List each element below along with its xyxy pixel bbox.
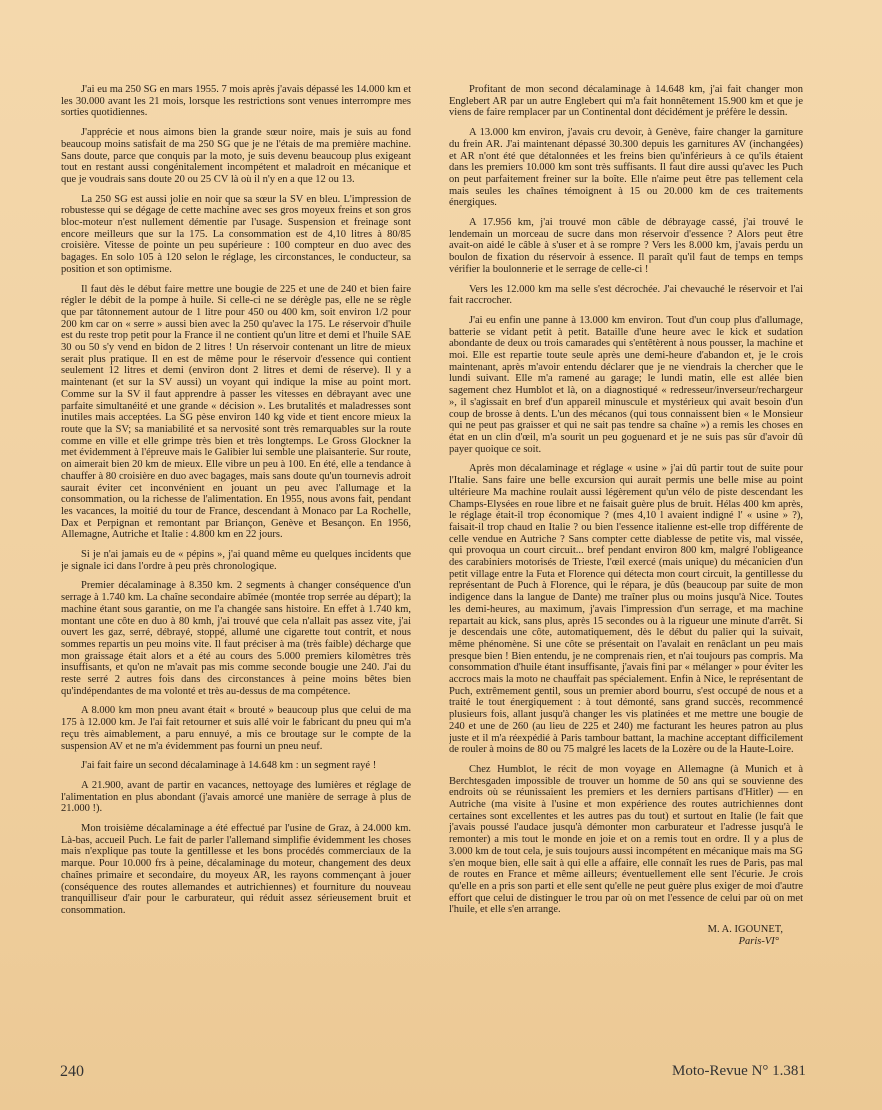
magazine-issue: Moto-Revue N° 1.381 (672, 1063, 806, 1079)
paragraph: Vers les 12.000 km ma selle s'est décrochée. J'ai chevauché le réservoir et l'ai fait raccrocher. (449, 283, 803, 307)
paragraph: La 250 SG est aussi jolie en noir que sa sœur la SV en bleu. L'impression de robustesse qui se dégage de cette machine avec ses gros moyeux freins et son gros bloc-moteur n'est nullement démentie par l'usage. Suspension et freinage sont encore meilleurs que sur la 175. La consommation est de 4,10 litres à 80/85 croisière. Vitesse de pointe un peu supérieure : 100 compteur en duo avec des bagages. En solo 105 à 120 selon le réglage, les circonstances, le conducteur, sa position et son optimisme. (61, 193, 411, 275)
paragraph: J'ai fait faire un second décalaminage à 14.648 km : un segment rayé ! (81, 760, 377, 772)
right-column (449, 84, 803, 1059)
paragraph: J'ai eu enfin une panne à 13.000 km environ. Tout d'un coup plus d'allumage, batterie se vidant petit à petit. Bataille d'une heure avec le kick et sudation abondante de deux ou trois camarades qui s'entêtèrent à nous pousser, la machine et moi. Elle est repartie toute seule après une demi-heure d'abandon et, je le crois maintenant, après m'avoir entendu déclarer que je ne viendrais la chercher que le lundi suivant. Elle m'a ramené au garage; le lundi matin, elle est allée bien sagement chez Humblot et là, on a diagnostiqué « redresseur/inverseur/rechargeur », il s'agissait en bref d'un appareil minuscule et mystérieux qui avait besoin d'un coup de brosse à dents. L'un des mécanos (qui tous connaissent bien « le Monsieur qui ne peut pas graisser et qui ne sait pas tendre sa chaîne ») a remis les choses en état en un clin d'œil, m'a sourit un peu goguenard et je ne suis pas sûr d'avoir dû payer quoique ce soit. (449, 314, 803, 455)
paragraph: Après mon décalaminage et réglage « usine » j'ai dû partir tout de suite pour l'Italie. Sans faire une belle excursion qui aurait permis une belle mise au point ultérieure Ma machine roulait aussi légèrement qu'un vélo de piste descendant les Champs-Elysées en roue libre et ne faisait guère plus de bruit. Hélas 400 km après, le réglage était-il trop économique ? (mes 4,10 l avaient indigné l' « usine » ?), faisait-il trop chaud en Italie ? ou bien l'essence italienne est-elle trop différente de celle vendue en Autriche ? Sans compter cette diablesse de petite vis, mal vissée, qui provoqua un court circuit... bref pendant environ 800 km, malgré l'obligeance des carabiniers motorisés de Trieste, l'œil exercé (mais unique) du mécanicien d'un petit village entre la Futa et Florence qui détecta mon court circuit, la gentillesse du représentant de Puch à Florence, qui le répara, je dûs (beaucoup par suite de mon indigence dans la langue de Dante) me traîner plus ou moins jusqu'à Nice. Toutes les demi-heures, au maximum, j'avais l'impression d'un serrage, et ma machine repartait au kick, sans plus, après 15 secondes ou à la rigueur une minute d'arrêt. Si je descendais une côte, automatiquement, dès le début du palier qui la suivait, même phénomène. Si une côte se présentait on l'avalait en renâclant un peu mais presque bien ! Bien entendu, je ne comprenais rien, et n'ai toujours pas compris. Ma consommation d'huile étant insuffisante, j'avais fini par « mélanger » pour éviter les accrocs mais la moto ne chauffait pas spécialement. Enfin à Nice, le représentant de Puch, extrêmement gentil, sous un premier abord bourru, s'est occupé de nous et a traité le tout énergiquement : à tout démonté, sans grand succès, recommencé plusieurs fois, allant jusqu'à changer les vis platinées et me mettre une bougie de 240 et une de 260 (au lieu de 225 et 240) me facturant les heures patron au plus juste et il m'a réexpédié à Paris tambour battant, la machine acceptant difficilement de rouler à moins de 80 ou 75 malgré les lacets de la Lozère ou de la Haute-Loire. (449, 463, 803, 756)
paragraph: A 13.000 km environ, j'avais cru devoir, à Genève, faire changer la garniture du frein AR. J'ai maintenant dépassé 30.300 depuis les garnitures AV (inchangées) et AR n'ont été que détalonnées et les freins bien qu'inférieurs à ce qu'ils étaient dans les premiers 10.000 km sont très suffisants. Il faut dire aussi qu'avec les Puch on peut parfaitement freiner sur la boîte. Elle n'aime peut être pas tellement cela mais seules les chaînes témoignent à 15 ou 20.000 km de ces traitements énergiques. (449, 127, 803, 209)
paragraph: Il faut dès le début faire mettre une bougie de 225 et une de 240 et bien faire régler le débit de la pompe à huile. Si celle-ci ne se dérègle pas, elle ne se règle que par tâtonnement autour de 1 litre pour 450 ou 400 km, soit environ 1/2 pour 200 km car on « serre » aussi bien avec la 250 qu'avec la 175. Le réservoir d'huile est du reste trop petit pour la France il ne contient qu'un litre et demi et l'huile SAE 30 ou 50 s'y vend en bidon de 2 litres ! Un réservoir contenant un litre de mieux serait plus pratique. Il en est de même pour le réservoir d'essence qui contient seulement 12 litres et demi (environ dont 2 litres et demi de réserve). Il y a maintenant (et sur la SV aussi) un voyant qui indique la mise au point mort. Comme sur la SV il faut apprendre à passer les vitesses en débrayant avec une parfaite simultanéité et une grande « décision ». Les brutalités et maladresses sont inutiles mais acceptées. La SG pèse environ 140 kg vide et tient encore mieux la route que la SV; sa maniabilité et sa nervosité sont très remarquables sur la route comme en ville et elle grimpe très bien et très longtemps. Le Gross Glockner la met évidemment à l'épreuve mais le Galibier lui semble une plaisanterie. Sur route, on aimerait bien 20 km de mieux. Elle vibre un peu à 100. En été, elle a tendance à chauffer à 80 croisière en duo avec bagages, mais sans doute qu'un tournevis adroit saurait éviter cet inconvénient en jouant un peu avec l'allumage et la consommation, ou la richesse de l'alimentation. En 1955, nous avons fait, pendant les vacances, la moitié du tour de France, descendant à Monaco par La Rochelle, Dax et Perpignan et remontant par Briançon, Genève et Besançon. En 1956, Allemagne, Autriche et Italie : 4.800 km en 22 jours. (61, 283, 411, 541)
paragraph: J'ai eu ma 250 SG en mars 1955. 7 mois après j'avais dépassé les 14.000 km et les 30.000 avant les 21 mois, lorsque les restrictions sont venues interrompre mes sorties quotidiennes. (61, 84, 411, 119)
author-city: Paris-VI° (738, 935, 779, 947)
paragraph: Si je n'ai jamais eu de « pépins », j'ai quand même eu quelques incidents que je signale ici dans l'ordre à peu près chronologique. (61, 549, 411, 572)
paragraph: A 8.000 km mon pneu avant était « brouté » beaucoup plus que celui de ma 175 à 12.000 km. Je l'ai fait retourner et suis allé voir le fabricant du pneu qui m'a reçu très aimablement, a paru ennuyé, a mis ce broutage sur le compte de la suspension AV et ne m'a évidemment pas fourni un pneu neuf. (61, 705, 411, 752)
paragraph: Mon troisième décalaminage a été effectué par l'usine de Graz, à 24.000 km. Là-bas, accueil Puch. Le fait de parler l'allemand simplifie évidemment les choses mais n'explique pas toute la gentillesse et les bons procédés commerciaux de la marque. Pour 10.000 frs à peine, décalaminage du moteur, changement des deux chaînes primaire et secondaire, du moyeux AR, les rayons commençant à jouer (conséquence des routes allemandes et autrichiennes) et fourniture du nouveau tranquilliseur d'air pour le carburateur, qui réduit assez sérieusement bruit et consommation. (61, 823, 411, 916)
left-column (61, 84, 411, 1059)
paragraph: J'apprécie et nous aimons bien la grande sœur noire, mais je suis au fond beaucoup moins satisfait de ma 250 SG que je ne l'étais de ma première machine. Sans doute, parce que conquis par la moto, je suis devenu beaucoup plus exigeant tout en restant aussi congénitalement incompétent et maladroit en mécanique et que je voudrais sans doute 20 ou 25 CV là où il n'y en a que 12 ou 13. (61, 127, 411, 185)
paragraph: Premier décalaminage à 8.350 km. 2 segments à changer conséquence d'un serrage à 1.740 km. La chaîne secondaire abîmée (montée trop serrée au départ); la machine étant sous garantie, on me l'a changée sans histoire. En effet à 1.740 km, montant une côte en duo à 80 kmh, j'ai trouvé que cela n'allait pas assez vite, j'ai ouvert les gaz, serré, débrayé, stoppé, allumé une cigarette tout contrit, et nous sommes repartis un peu moins vite. Il faut préciser à ma (très faible) décharge que mon graissage était alors et a été au cours des 5.000 premiers kilomètres très insuffisants, et qu'on ne m'avait pas mis comme seconde bougie une 240. J'ai du reste serré 2 autres fois dans des circonstances à peine moins bêtes bien qu'indépendantes de ma volonté et très au-dessus de ma compétence. (61, 580, 411, 697)
page-number: 240 (60, 1063, 84, 1080)
author-signature (449, 924, 803, 947)
paragraph: Chez Humblot, le récit de mon voyage en Allemagne (à Munich et à Berchtesgaden impossible de trouver un homme de 50 ans qui se souvienne des endroits où se réunissaient les premiers et les derniers partisans d'Hitler) — en Autriche (ma visite à l'usine et mon expérience des routes autrichiennes dont certaines sont excellentes et les autres pas du tout) et surtout en Italie (le fait que j'avais poussé l'audace jusqu'à démonter mon carburateur et l'adresse jusqu'à le remonter) a mis tout le monde en joie et on a remis tout en ordre. Il y a plus de 3.000 km de tout cela, je suis toujours aussi incompétent en mécanique mais ma SG s'en moque bien, elle sait à qui elle a affaire, elle connaît les rues de Paris, pas mal de routes en France et même ailleurs; éventuellement elle sent l'écurie. Je crois qu'elle en a pris son parti et elle sent qu'elle ne peut guère plus exiger de moi d'autre effort que celui de distinguer le trou par où on met l'essence de celui par où on met l'huile, et elle s'en arrange. (449, 763, 803, 916)
paragraph: A 21.900, avant de partir en vacances, nettoyage des lumières et réglage de l'alimentation en plus abondant (j'avais amorcé une manière de serrage à plus de 21.000 !). (61, 779, 411, 815)
author-name: M. A. IGOUNET, (707, 924, 783, 936)
paragraph: Profitant de mon second décalaminage à 14.648 km, j'ai fait changer mon Englebert AR par un autre Englebert qui m'a fait honnêtement 15.900 km et que je viens de faire remplacer par un Continental dont décidément je préfère le dessin. (449, 84, 803, 119)
paragraph: A 17.956 km, j'ai trouvé mon câble de débrayage cassé, j'ai trouvé le lendemain un morceau de sucre dans mon réservoir d'essence ? Alors peut être avait-on aidé le câble à s'user et à se rompre ? Vers les 8.000 km, j'avais perdu un boulon de fixation du réservoir à essence. Il paraît qu'il faut de temps en temps vérifier la boulonnerie et le serrage de celle-ci ! (449, 217, 803, 275)
